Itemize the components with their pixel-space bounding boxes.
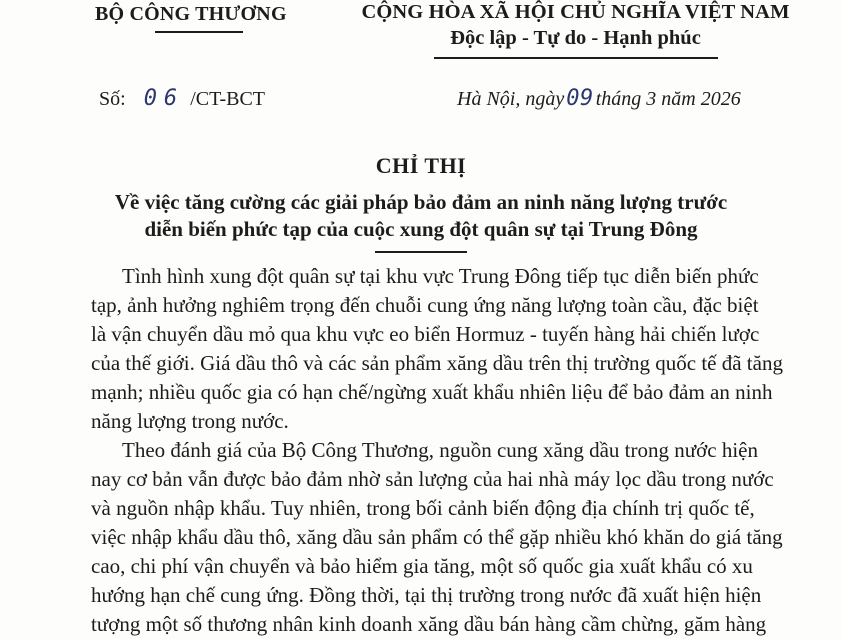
handwritten-day: 09	[566, 86, 594, 111]
document-subject	[0, 189, 842, 243]
body-line: năng lượng trong nước.	[91, 409, 289, 433]
date-suffix: tháng 3 năm 2026	[595, 88, 741, 110]
document-number	[99, 86, 265, 111]
body-line: và nguồn nhập khẩu. Tuy nhiên, trong bối cảnh biến động địa chính trị quốc tế,	[91, 496, 755, 520]
ministry-underline	[155, 31, 243, 33]
body-line: cao, chi phí vận chuyển và bảo hiểm gia tăng, một số quốc gia xuất khẩu có xu	[91, 554, 753, 578]
number-label: Số:	[99, 88, 126, 110]
body-line: là vận chuyển dầu mỏ qua khu vực eo biển Hormuz - tuyến hàng hải chiến lược	[91, 322, 760, 346]
document-type: CHỈ THỊ	[375, 153, 467, 178]
body-line: Tình hình xung đột quân sự tại khu vực Trung Đông tiếp tục diễn biến phức	[122, 264, 759, 288]
national-motto: Độc lập - Tự do - Hạnh phúc	[450, 27, 701, 49]
body-line: việc nhập khẩu dầu thô, xăng dầu sản phẩm có thể gặp nhiều khó khăn do giá tăng	[91, 525, 783, 549]
place-and-date	[457, 86, 741, 111]
number-suffix: /CT-BCT	[190, 88, 266, 110]
document-body	[91, 262, 826, 639]
subject-line: diễn biến phức tạp của cuộc xung đột quân sự tại Trung Đông	[144, 217, 698, 241]
handwritten-number: 06	[143, 86, 185, 111]
body-line: Theo đánh giá của Bộ Công Thương, nguồn cung xăng dầu trong nước hiện	[122, 438, 758, 462]
place-prefix: Hà Nội, ngày	[457, 88, 565, 110]
body-line: nay cơ bản vẫn được bảo đảm nhờ sản lượng của hai nhà máy lọc dầu trong nước	[91, 467, 774, 491]
body-line: tạp, ảnh hưởng nghiêm trọng đến chuỗi cung ứng năng lượng toàn cầu, đặc biệt	[91, 293, 759, 317]
subject-line: Về việc tăng cường các giải pháp bảo đảm an ninh năng lượng trước	[114, 190, 728, 214]
national-title: CỘNG HÒA XÃ HỘI CHỦ NGHĨA VIỆT NAM	[361, 1, 790, 23]
motto-underline	[434, 57, 718, 59]
subject-underline	[375, 251, 467, 253]
paragraph-2	[91, 436, 826, 639]
body-line: tượng một số thương nhân kinh doanh xăng dầu bán hàng cầm chừng, găm hàng	[91, 612, 767, 636]
body-line: của thế giới. Giá dầu thô và các sản phẩm xăng dầu trên thị trường quốc tế đã tăng	[91, 351, 783, 375]
body-line: hướng hạn chế cung ứng. Đồng thời, tại thị trường trong nước đã xuất hiện hiện	[91, 583, 762, 607]
body-line: mạnh; nhiều quốc gia có hạn chế/ngừng xuất khẩu nhiên liệu để bảo đảm an ninh	[91, 380, 773, 404]
issuing-ministry: BỘ CÔNG THƯƠNG	[95, 3, 287, 25]
paragraph-1	[91, 262, 826, 436]
